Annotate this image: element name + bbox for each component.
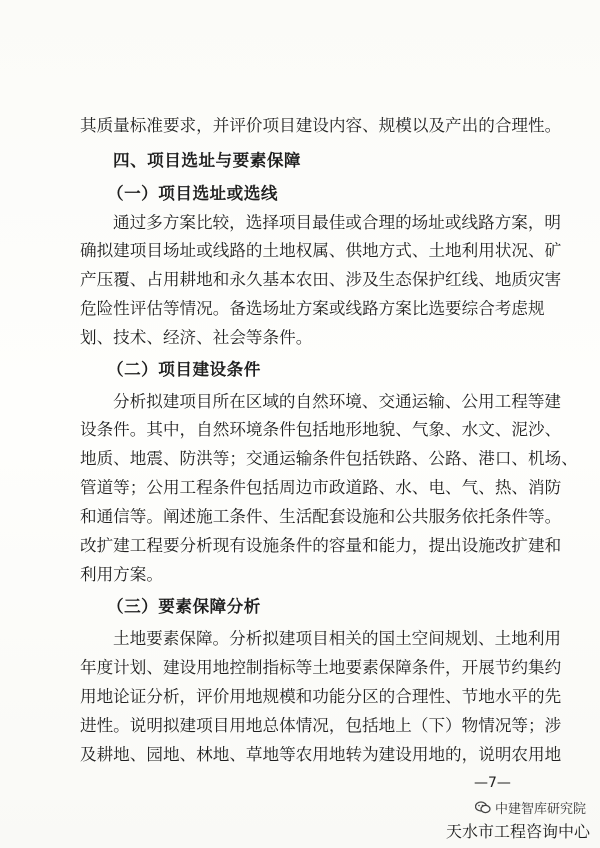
body-line-1: 其质量标准要求，并评价项目建设内容、规模以及产出的合理性。 xyxy=(80,116,562,135)
section-heading-four: 四、项目选址与要素保障 xyxy=(113,151,302,170)
subheading-one: （一）项目选址或选线 xyxy=(107,184,278,203)
body-line-14: 土地要素保障。分析拟建项目相关的国土空间规划、土地利用 xyxy=(113,629,562,648)
body-line-10: 管道等；公用工程条件包括周边市政道路、水、电、气、热、消防 xyxy=(80,478,562,497)
watermark-line1: 中建智库研究院 xyxy=(494,802,586,817)
body-line-12: 改扩建工程要分析现有设施条件的容量和能力，提出设施改扩建和 xyxy=(80,536,562,555)
body-line-5: 危险性评估等情况。备选场址方案或线路方案比选要综合考虑规 xyxy=(80,299,545,318)
watermark-line2: 天水市工程咨询中心 xyxy=(445,822,590,841)
body-line-6: 划、技术、经济、社会等条件。 xyxy=(80,328,313,347)
body-line-18: 及耕地、园地、林地、草地等农用地转为建设用地的，说明农用地 xyxy=(80,745,562,764)
body-line-17: 进性。说明拟建项目用地总体情况，包括地上（下）物情况等；涉 xyxy=(80,716,562,735)
body-line-9: 地质、地震、防洪等；交通运输条件包括铁路、公路、港口、机场、 xyxy=(80,449,578,468)
body-line-7: 分析拟建项目所在区域的自然环境、交通运输、公用工程等建 xyxy=(113,392,562,411)
body-line-3: 确拟建项目场址或线路的土地权属、供地方式、土地利用状况、矿 xyxy=(80,241,562,260)
body-line-13: 利用方案。 xyxy=(80,565,163,584)
body-line-11: 和通信等。阐述施工条件、生活配套设施和公共服务依托条件等。 xyxy=(80,507,562,526)
wechat-icon xyxy=(475,801,491,814)
subheading-three: （三）要素保障分析 xyxy=(107,597,261,616)
watermark xyxy=(422,798,592,844)
page-number: —7— xyxy=(474,775,511,791)
body-line-4: 产压覆、占用耕地和永久基本农田、涉及生态保护红线、地质灾害 xyxy=(80,270,562,289)
body-line-2: 通过多方案比较，选择项目最佳或合理的场址或线路方案，明 xyxy=(113,213,562,232)
body-line-15: 年度计划、建设用地控制指标等土地要素保障条件，开展节约集约 xyxy=(80,658,562,677)
body-line-8: 设条件。其中，自然环境条件包括地形地貌、气象、水文、泥沙、 xyxy=(80,420,562,439)
watermark-source-row xyxy=(475,798,586,817)
subheading-two: （二）项目建设条件 xyxy=(107,360,261,379)
body-line-16: 用地论证分析，评价用地规模和功能分区的合理性、节地水平的先 xyxy=(80,687,562,706)
